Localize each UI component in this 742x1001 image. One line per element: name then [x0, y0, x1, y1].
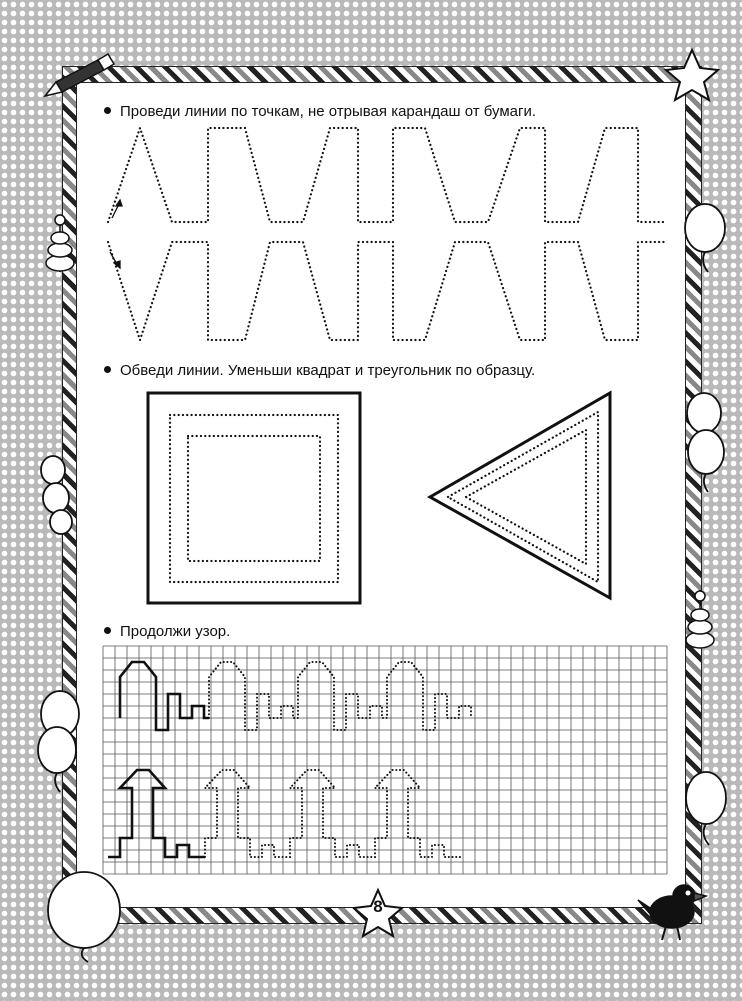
square-dotted-inner[interactable] — [188, 436, 320, 561]
crow-icon — [638, 885, 706, 940]
tracing-zigzag-bottom[interactable] — [108, 242, 665, 340]
pencil-icon — [45, 54, 114, 96]
instruction-3-text: Продолжи узор. — [120, 623, 231, 640]
balloon-icon — [686, 772, 726, 845]
stacking-toy-icon — [686, 590, 714, 648]
triangle-dotted-inner[interactable] — [466, 430, 586, 564]
tracing-zigzag-top[interactable] — [108, 128, 665, 222]
balloon-icon — [687, 393, 724, 492]
balloon-icon — [38, 691, 79, 792]
triangle-dotted-middle[interactable] — [448, 412, 598, 582]
balloon-icon — [685, 204, 725, 272]
page-number: 8 — [373, 897, 383, 916]
stacking-toy-icon — [46, 215, 74, 272]
balloon-icon — [41, 456, 72, 534]
pattern-grid[interactable] — [103, 646, 667, 874]
instruction-1-text: Проведи линии по точкам, не отрывая карандаш от бумаги. — [120, 103, 537, 120]
square-dotted-middle[interactable] — [170, 415, 338, 582]
pattern-1-sample — [120, 662, 209, 730]
star-icon — [666, 50, 718, 100]
pattern-2-dotted-continuation[interactable] — [205, 770, 460, 857]
balloon-icon — [48, 872, 120, 962]
pattern-2-sample — [108, 770, 205, 857]
square-solid-outline — [148, 393, 360, 603]
pattern-1-dotted-continuation[interactable] — [209, 662, 471, 730]
instruction-2-text: Обведи линии. Уменьши квадрат и треугольник по образцу. — [120, 362, 536, 379]
triangle-solid-outline — [430, 393, 610, 598]
